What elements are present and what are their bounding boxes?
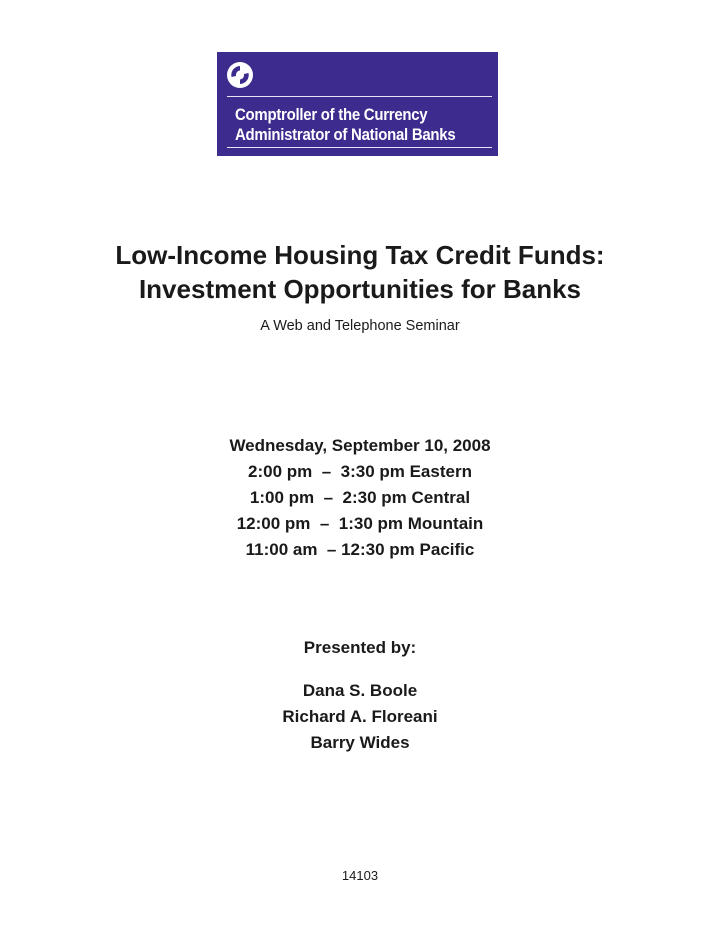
document-subtitle: A Web and Telephone Seminar [260,318,460,334]
presented-by-heading: Presented by: [303,638,417,657]
presenter-name: Richard A. Floreani [282,707,438,726]
presenter-name: Barry Wides [310,733,410,752]
title-line-1: Low-Income Housing Tax Credit Funds: [115,240,605,270]
seminar-schedule [0,433,720,563]
time-central: 1:00 pm – 2:30 pm Central [249,488,471,507]
title-line-2: Investment Opportunities for Banks [138,274,582,304]
time-mountain: 12:00 pm – 1:30 pm Mountain [236,514,484,533]
logo-text-line-1: Comptroller of the Currency [235,105,428,124]
presenter-name: Dana S. Boole [302,681,418,700]
document-number: 14103 [341,868,379,883]
time-pacific: 11:00 am – 12:30 pm Pacific [245,540,475,559]
occ-emblem-icon [225,60,255,90]
presenter-list [0,678,720,756]
time-eastern: 2:00 pm – 3:30 pm Eastern [248,462,472,481]
logo-divider-top [227,96,492,97]
logo-text-line-2: Administrator of National Banks [235,125,456,144]
occ-logo [217,52,498,156]
document-title [0,238,720,306]
logo-divider-bottom [227,147,492,148]
seminar-date: Wednesday, September 10, 2008 [229,436,491,455]
